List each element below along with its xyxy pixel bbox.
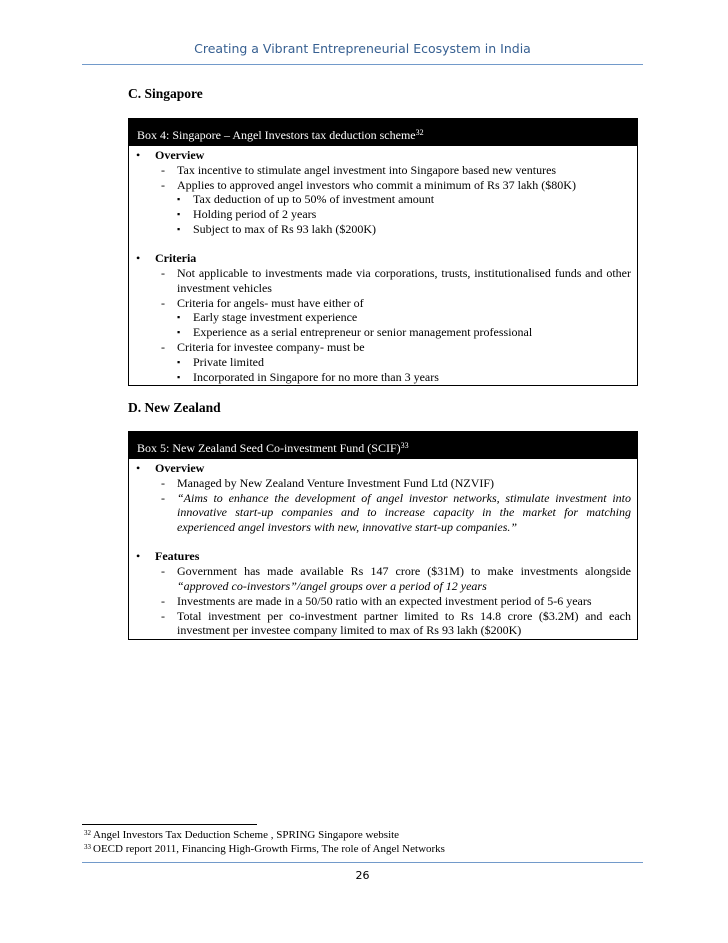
list-item <box>155 340 631 355</box>
sub-list-item-text: Subject to max of Rs 93 lakh ($200K) <box>193 221 376 236</box>
footnote-text: OECD report 2011, Financing High-Growth Firms, The role of Angel Networks <box>93 843 445 855</box>
dash-icon: - <box>161 266 165 281</box>
list-item <box>155 564 631 594</box>
sub-list-item-text: Experience as a serial entrepreneur or senior management professional <box>193 325 533 340</box>
box-4-singapore <box>128 118 638 386</box>
footnote-ref: 33 <box>84 843 91 851</box>
box-5-features <box>135 549 631 638</box>
page-number: 26 <box>355 869 370 882</box>
square-bullet-icon: ▪ <box>177 194 181 205</box>
dash-icon: - <box>161 490 165 505</box>
bullet-icon: • <box>136 251 141 266</box>
box-4-title <box>129 119 637 146</box>
sub-list-item-text: Tax deduction of up to 50% of investment amount <box>193 192 435 207</box>
list-item <box>155 178 631 193</box>
box-4-overview-title: Overview <box>155 148 205 162</box>
dash-icon: - <box>161 475 165 490</box>
list-item <box>155 594 631 609</box>
box-5-overview-title: Overview <box>155 461 205 475</box>
box-4-footnote-ref: 32 <box>415 128 424 137</box>
list-item-text: Total investment per co-investment partner limited to Rs 14.8 crore ($3.2M) and each investment per investee company limited to max of Rs 93 lakh ($200K) <box>177 608 631 638</box>
list-item-text: Tax incentive to stimulate angel investment into Singapore based new ventures <box>177 162 557 177</box>
bullet-icon: • <box>136 549 141 564</box>
bullet-icon: • <box>136 148 141 162</box>
sub-list-item <box>155 192 631 207</box>
sub-list-item <box>155 207 631 222</box>
dash-icon: - <box>161 162 165 177</box>
list-item <box>155 266 631 296</box>
list-item-text: Applies to approved angel investors who commit a minimum of Rs 37 lakh ($80K) <box>177 177 576 192</box>
footnote-33 <box>84 843 445 855</box>
dash-icon: - <box>161 295 165 310</box>
list-item-text: Criteria for investee company- must be <box>177 340 365 355</box>
square-bullet-icon: ▪ <box>177 327 181 338</box>
dash-icon: - <box>161 340 165 355</box>
box-5-title <box>129 432 637 459</box>
box-5-body <box>129 459 637 639</box>
square-bullet-icon: ▪ <box>177 209 181 220</box>
running-header: Creating a Vibrant Entrepreneurial Ecosystem in India <box>194 41 531 56</box>
footnote-rule <box>82 824 257 825</box>
sub-list-item-text: Early stage investment experience <box>193 310 358 325</box>
bullet-icon: • <box>136 461 141 475</box>
list-item-quote <box>155 491 631 535</box>
footnote-32 <box>84 829 399 841</box>
list-item <box>155 296 631 311</box>
box-5-features-title: Features <box>155 549 200 564</box>
sub-list-item-text: Private limited <box>193 354 264 369</box>
box-4-criteria <box>135 251 631 384</box>
list-item-text: Managed by New Zealand Venture Investment Fund Ltd (NZVIF) <box>177 475 495 490</box>
list-item <box>155 609 631 639</box>
box-5-title-text: Box 5: New Zealand Seed Co-investment Fund (SCIF) <box>137 441 401 455</box>
square-bullet-icon: ▪ <box>177 312 181 323</box>
header-rule <box>82 64 643 65</box>
list-item-text: Government has made available Rs 147 crore ($31M) to make investments alongside <box>177 564 631 579</box>
box-5-new-zealand <box>128 431 638 640</box>
list-item <box>155 163 631 178</box>
footnote-ref: 32 <box>84 829 91 837</box>
box-4-criteria-title: Criteria <box>155 251 197 266</box>
footnote-text: Angel Investors Tax Deduction Scheme , SPRING Singapore website <box>93 829 400 841</box>
dash-icon: - <box>161 564 165 579</box>
dash-icon: - <box>161 177 165 192</box>
dash-icon: - <box>161 593 165 608</box>
square-bullet-icon: ▪ <box>177 371 181 382</box>
box-5-overview <box>135 461 631 535</box>
sub-list-item <box>155 370 631 385</box>
sub-list-item <box>155 325 631 340</box>
list-item-italic-text: “approved co-investors”/angel groups over a period of 12 years <box>177 579 487 594</box>
box-5-footnote-ref: 33 <box>400 441 409 450</box>
section-heading-singapore: C. Singapore <box>128 86 203 101</box>
list-item-text: Criteria for angels- must have either of <box>177 295 364 310</box>
list-item-text: Investments are made in a 50/50 ratio with an expected investment period of 5-6 years <box>177 593 592 608</box>
square-bullet-icon: ▪ <box>177 223 181 234</box>
box-4-overview <box>135 148 631 237</box>
sub-list-item-text: Holding period of 2 years <box>193 207 317 222</box>
sub-list-item <box>155 310 631 325</box>
sub-list-item <box>155 355 631 370</box>
sub-list-item <box>155 222 631 237</box>
section-heading-new-zealand: D. New Zealand <box>128 400 221 415</box>
footer-rule <box>82 862 643 863</box>
list-item <box>155 476 631 491</box>
list-item-text: Not applicable to investments made via corporations, trusts, institutionalised funds and other investment vehicles <box>177 266 631 295</box>
list-item-text: “Aims to enhance the development of angel investor networks, stimulate investment into innovative start-up companies and to increase capacity in the market for matching experienced angel investors with new, innovative start-up companies.” <box>177 490 631 535</box>
square-bullet-icon: ▪ <box>177 356 181 367</box>
sub-list-item-text: Incorporated in Singapore for no more than 3 years <box>193 369 439 384</box>
box-4-body <box>129 146 637 385</box>
dash-icon: - <box>161 608 165 623</box>
box-4-title-text: Box 4: Singapore – Angel Investors tax deduction scheme <box>137 128 416 142</box>
